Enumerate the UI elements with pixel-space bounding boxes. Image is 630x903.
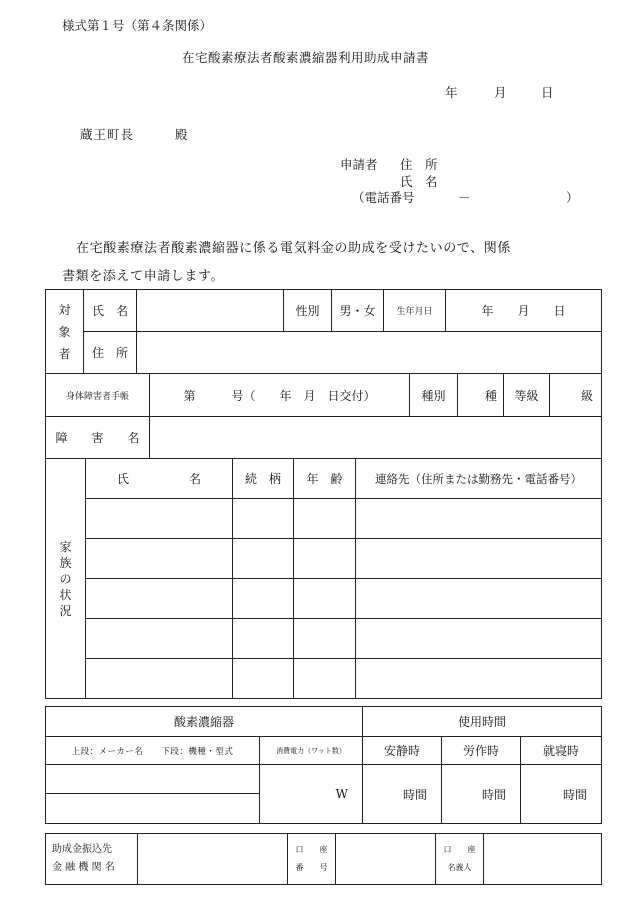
family-age-field[interactable] xyxy=(294,539,356,579)
device-table xyxy=(45,706,602,824)
bank-name-field[interactable] xyxy=(138,834,288,885)
family-contact-field[interactable] xyxy=(356,659,602,699)
applicant-name-label: 氏 名 xyxy=(400,174,438,189)
birthdate-field[interactable]: 年 月 日 xyxy=(446,290,602,332)
date-year: 年 xyxy=(445,85,458,100)
name-label: 氏 名 xyxy=(84,290,137,332)
birthdate-label: 生年月日 xyxy=(384,290,446,332)
family-age-field[interactable] xyxy=(294,619,356,659)
family-contact-field[interactable] xyxy=(356,499,602,539)
name-field[interactable] xyxy=(137,290,284,332)
family-relation-field[interactable] xyxy=(233,499,294,539)
model-field[interactable] xyxy=(46,794,260,824)
account-number-label: 口 座 番 号 xyxy=(288,834,336,885)
date-month: 月 xyxy=(494,85,507,100)
family-age-field[interactable] xyxy=(294,659,356,699)
date-day: 日 xyxy=(541,85,554,100)
applicant-phone-label: （電話番号 xyxy=(352,190,415,205)
subject-table xyxy=(45,289,602,374)
disability-label: 障 害 名 xyxy=(46,417,150,459)
work-label: 労作時 xyxy=(442,737,521,765)
gender-options[interactable]: 男・女 xyxy=(332,290,384,332)
family-relation-field[interactable] xyxy=(233,539,294,579)
sleep-hours-field[interactable]: 時間 xyxy=(521,765,602,824)
addressee: 蔵王町長 xyxy=(80,127,135,142)
family-name-field[interactable] xyxy=(86,659,233,699)
work-hours-field[interactable]: 時間 xyxy=(442,765,521,824)
account-holder-field[interactable] xyxy=(484,834,602,885)
usage-header: 使用時間 xyxy=(363,707,602,737)
family-name-field[interactable] xyxy=(86,499,233,539)
family-header-age: 年 齢 xyxy=(294,459,356,499)
form-title: 在宅酸素療法者酸素濃縮器利用助成申請書 xyxy=(182,50,430,65)
body-text-line-1: 在宅酸素療法者酸素濃縮器に係る電気料金の助成を受けたいので、関係 xyxy=(76,241,511,256)
body-text-line-2: 書類を添えて申請します。 xyxy=(62,269,225,284)
family-name-field[interactable] xyxy=(86,539,233,579)
power-field[interactable]: W xyxy=(260,765,363,824)
family-age-field[interactable] xyxy=(294,579,356,619)
power-label: 消費電力（ワット数） xyxy=(260,737,363,765)
account-holder-label: 口 座 名義人 xyxy=(436,834,484,885)
family-header-name: 氏 名 xyxy=(86,459,233,499)
family-relation-field[interactable] xyxy=(233,619,294,659)
bank-label: 助成金振込先 金 融 機 関 名 xyxy=(46,834,138,885)
category-field[interactable]: 種 xyxy=(458,374,504,417)
handbook-label: 身体障害者手帳 xyxy=(46,374,150,417)
address-label: 住 所 xyxy=(84,332,137,374)
family-header-relation: 続 柄 xyxy=(233,459,294,499)
account-number-field[interactable] xyxy=(336,834,436,885)
device-header: 酸素濃縮器 xyxy=(46,707,363,737)
grade-field[interactable]: 級 xyxy=(550,374,602,417)
handbook-number-field[interactable]: 第 号（ 年 月 日交付） xyxy=(150,374,410,417)
sleep-label: 就寝時 xyxy=(521,737,602,765)
applicant-phone-close: ） xyxy=(566,190,579,205)
applicant-label: 申請者 xyxy=(340,157,378,172)
family-table xyxy=(45,458,602,699)
rest-hours-field[interactable]: 時間 xyxy=(363,765,442,824)
bank-table xyxy=(45,833,602,885)
table-row xyxy=(46,539,602,579)
gender-label: 性別 xyxy=(284,290,332,332)
family-contact-field[interactable] xyxy=(356,539,602,579)
handbook-table xyxy=(45,373,602,459)
family-name-field[interactable] xyxy=(86,579,233,619)
table-row xyxy=(46,499,602,539)
grade-label: 等級 xyxy=(504,374,550,417)
family-contact-field[interactable] xyxy=(356,579,602,619)
maker-label: 上段：メーカー名 下段：機種・型式 xyxy=(46,737,260,765)
disability-field[interactable] xyxy=(150,417,602,459)
applicant-phone-dash: － xyxy=(458,190,471,205)
family-label-cell xyxy=(46,459,86,699)
family-header-contact: 連絡先（住所または勤務先・電話番号） xyxy=(356,459,602,499)
family-label: 家族の状況 xyxy=(59,539,72,618)
table-row xyxy=(46,619,602,659)
honorific: 殿 xyxy=(175,127,188,142)
address-field[interactable] xyxy=(137,332,602,374)
maker-field[interactable] xyxy=(46,765,260,794)
table-row xyxy=(46,659,602,699)
applicant-address-label: 住 所 xyxy=(400,157,438,172)
family-name-field[interactable] xyxy=(86,619,233,659)
rest-label: 安静時 xyxy=(363,737,442,765)
family-contact-field[interactable] xyxy=(356,619,602,659)
family-relation-field[interactable] xyxy=(233,579,294,619)
form-number: 様式第１号（第４条関係） xyxy=(62,18,213,33)
category-label: 種別 xyxy=(410,374,458,417)
table-row xyxy=(46,579,602,619)
subject-label-cell: 対 象 者 xyxy=(46,290,84,374)
family-relation-field[interactable] xyxy=(233,659,294,699)
family-age-field[interactable] xyxy=(294,499,356,539)
